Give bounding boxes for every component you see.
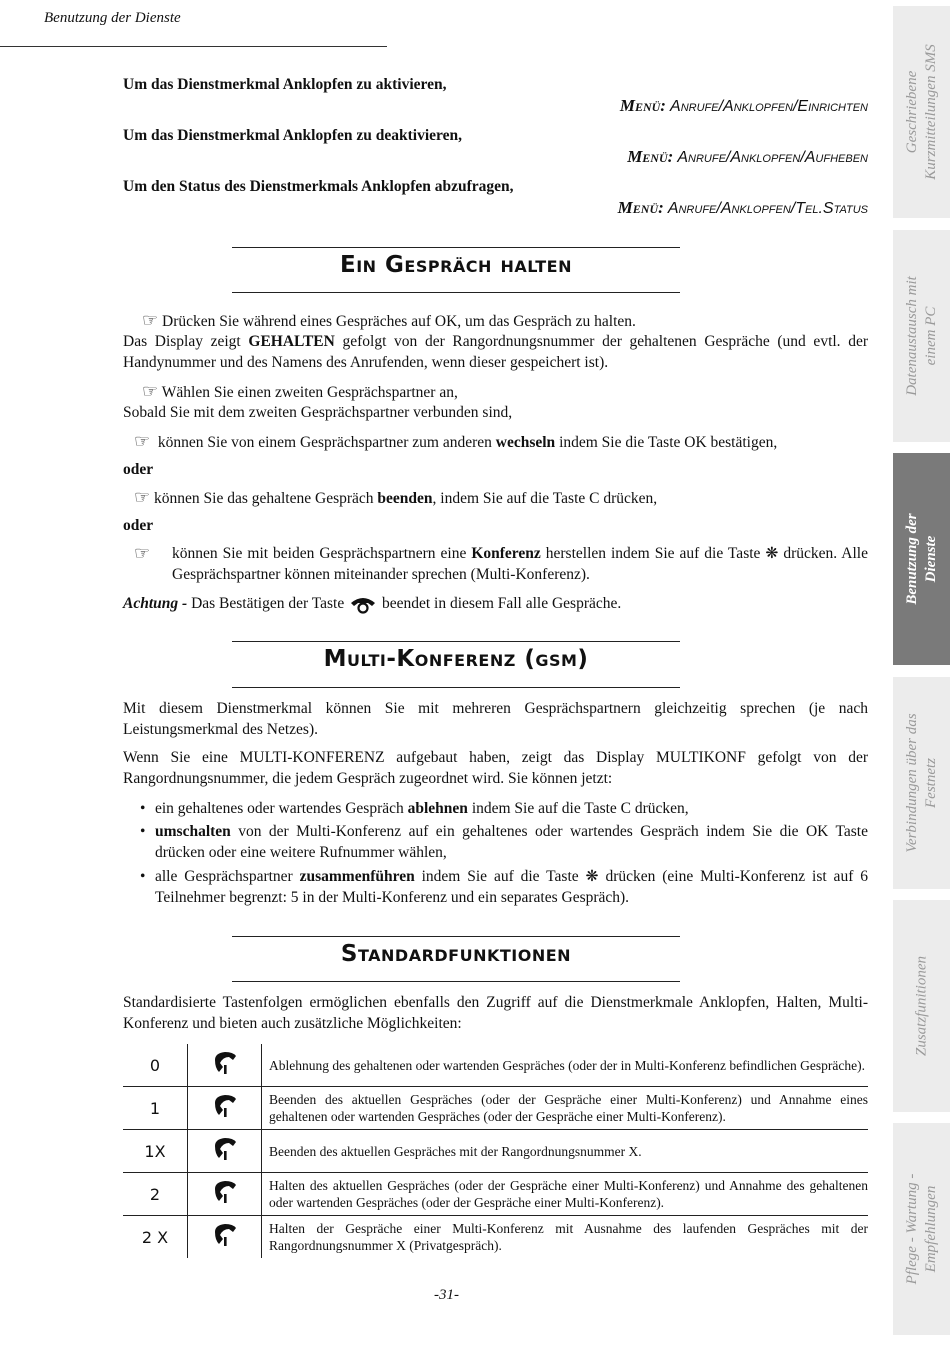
tab-label: Empfehlungen xyxy=(922,1185,939,1273)
activate-waiting-label: Um das Dienstmerkmal Anklopfen zu aktivieren, xyxy=(123,76,447,93)
status-waiting-menu xyxy=(618,198,868,218)
deactivate-waiting-menu xyxy=(627,147,868,167)
key-description: Beenden des aktuellen Gespräches (oder der Gespräche einer Multi-Konferenz) und Annahme eines gehaltenen oder wartenden Gespräches (oder der Gespräche einer Multi-Konferenz). xyxy=(262,1087,869,1130)
tab-services[interactable] xyxy=(893,453,950,665)
star-key-icon: ❋ xyxy=(585,868,599,885)
phone-send-icon xyxy=(188,1216,262,1259)
hold-option-switch: ☞ können Sie von einem Gesprächspartner zum anderen wechseln indem Sie die Taste OK bestätigen, xyxy=(134,431,778,452)
key-sequence: 2 xyxy=(123,1173,188,1216)
key-sequence: 0 xyxy=(123,1044,188,1087)
pointing-hand-icon: ☞ xyxy=(134,543,151,564)
table-row xyxy=(123,1087,868,1130)
tab-label: Verbindungen über das xyxy=(903,713,920,853)
tab-label: Dienste xyxy=(922,535,939,583)
menu-path: Anrufe/Anklopfen/Aufheben xyxy=(677,149,868,166)
bullet: • xyxy=(140,823,146,840)
tab-label: Geschriebene xyxy=(903,70,920,154)
hold-step-2: ☞ Wählen Sie einen zweiten Gesprächspartner an, xyxy=(142,381,458,402)
key-description: Beenden des aktuellen Gespräches mit der Rangordnungsnummer X. xyxy=(262,1130,869,1173)
menu-word: Menü: xyxy=(619,96,666,115)
bullet: • xyxy=(140,800,146,817)
phone-send-icon xyxy=(188,1044,262,1087)
menu-path: Anrufe/Anklopfen/Einrichten xyxy=(670,98,868,115)
section-rule-bottom xyxy=(232,981,680,982)
multi-intro: Mit diesem Dienstmerkmal können Sie mit mehreren Gesprächspartnern gleichzeitig sprechen (je nach Leistungsmerkmal des Netzes). xyxy=(123,700,868,738)
table-row xyxy=(123,1044,868,1087)
tab-pc-data[interactable] xyxy=(893,230,950,442)
key-sequence: 1X xyxy=(123,1130,188,1173)
key-description: Halten des aktuellen Gespräches (oder der Gespräche einer Multi-Konferenz) und Annahme des gehaltenen oder wartenden Gespräches (oder der Gespräche einer Multi-Konferenz). xyxy=(262,1173,869,1216)
section-rule-top xyxy=(232,247,680,248)
bullet: • xyxy=(140,868,146,885)
tab-label: Kurzmitteilungen SMS xyxy=(922,44,939,180)
table-row xyxy=(123,1173,868,1216)
hold-display-info: Das Display zeigt GEHALTEN gefolgt von der Rangordnungsnummer der gehaltenen Gespräche (und evtl. der Handynummer und des Namens des Anrufenden, wenn dieser gespeichert ist). xyxy=(123,333,868,371)
or-label: oder xyxy=(123,461,154,478)
key-sequence: 2 X xyxy=(123,1216,188,1259)
tab-label: Benutzung der xyxy=(903,513,920,605)
section-rule-top xyxy=(232,641,680,642)
tab-sms[interactable] xyxy=(893,6,950,218)
pointing-hand-icon: ☞ xyxy=(142,381,159,402)
key-description: Ablehnung des gehaltenen oder wartenden Gespräches (oder der in Multi-Konferenz befindlichen Gespräche). xyxy=(262,1044,869,1087)
tab-additional[interactable] xyxy=(893,900,950,1112)
multi-bullet-switch: umschalten von der Multi-Konferenz auf ein gehaltenes oder wartendes Gespräch indem Sie die OK Taste drücken oder eine weitere Rufnummer wählen, xyxy=(155,823,868,861)
key-sequence: 1 xyxy=(123,1087,188,1130)
star-key-icon: ❋ xyxy=(765,545,779,562)
key-sequence-table xyxy=(123,1044,868,1258)
phone-send-icon xyxy=(188,1087,262,1130)
tab-label: Pflege - Wartung - xyxy=(903,1173,920,1285)
section-rule-top xyxy=(232,936,680,937)
section-title-multi: Multi-Konferenz (gsm) xyxy=(323,646,589,672)
page-number: -31- xyxy=(434,1287,459,1303)
status-waiting-label: Um den Status des Dienstmerkmals Anklopfen abzufragen, xyxy=(123,178,514,195)
tab-maintenance[interactable] xyxy=(893,1123,950,1335)
pointing-hand-icon: ☞ xyxy=(134,487,151,508)
menu-word: Menü: xyxy=(617,198,664,217)
section-rule-bottom xyxy=(232,687,680,688)
phone-send-icon xyxy=(188,1173,262,1216)
multi-bullet-join: alle Gesprächspartner zusammenführen indem Sie auf die Taste ❋ drücken (eine Multi-Konferenz ist auf 6 Teilnehmer begrenzt: 5 in der Multi-Konferenz und ein separates Gespräch). xyxy=(155,868,868,906)
multi-bullet-reject: ein gehaltenes oder wartendes Gespräch ablehnen indem Sie auf die Taste C drücken, xyxy=(155,800,689,817)
tab-label: einem PC xyxy=(922,306,939,366)
pointing-hand-icon: ☞ xyxy=(142,310,159,331)
header-rule xyxy=(0,46,387,47)
table-row xyxy=(123,1216,868,1259)
tab-label: Datenaustausch mit xyxy=(903,276,920,396)
menu-path: Anrufe/Anklopfen/Tel.Status xyxy=(667,200,868,217)
deactivate-waiting-label: Um das Dienstmerkmal Anklopfen zu deaktivieren, xyxy=(123,127,463,144)
hold-option-conference: können Sie mit beiden Gesprächspartnern eine Konferenz herstellen indem Sie auf die Taste ❋ drücken. Alle Gesprächspartner können miteinander sprechen (Multi-Konferenz). xyxy=(172,545,868,583)
section-rule-bottom xyxy=(232,292,680,293)
section-title-hold: Ein Gespräch halten xyxy=(339,252,573,278)
key-description: Halten der Gespräche einer Multi-Konferenz mit Ausnahme des laufenden Gespräches mit der Rangordnungsnummer X (Privatgespräch). xyxy=(269,1221,868,1253)
hold-connected-text: Sobald Sie mit dem zweiten Gesprächspartner verbunden sind, xyxy=(123,404,513,421)
hold-step-1: ☞ Drücken Sie während eines Gespräches auf OK, um das Gespräch zu halten. xyxy=(142,310,636,331)
hold-option-end: ☞ können Sie das gehaltene Gespräch beenden, indem Sie auf die Taste C drücken, xyxy=(134,487,658,508)
or-label: oder xyxy=(123,517,154,534)
attention-note: Achtung - Das Bestätigen der Taste beendet in diesem Fall alle Gespräche. xyxy=(123,593,868,614)
running-header: Benutzung der Dienste xyxy=(44,10,181,26)
hangup-key-icon xyxy=(348,594,378,614)
table-row xyxy=(123,1130,868,1173)
section-title-standard: Standardfunktionen xyxy=(340,941,572,967)
activate-waiting-menu xyxy=(620,96,868,116)
tab-label: Zusatzfunitionen xyxy=(913,955,929,1057)
tab-landline[interactable] xyxy=(893,677,950,889)
pointing-hand-icon: ☞ xyxy=(134,431,151,452)
tab-label: Festnetz xyxy=(922,758,939,808)
phone-send-icon xyxy=(188,1130,262,1173)
menu-word: Menü: xyxy=(627,147,674,166)
standard-intro: Standardisierte Tastenfolgen ermöglichen ebenfalls den Zugriff auf die Dienstmerkmale Anklopfen, Halten, Multi-Konferenz und bieten auch zusätzliche Möglichkeiten: xyxy=(123,994,868,1032)
multi-display-info: Wenn Sie eine MULTI-KONFERENZ aufgebaut haben, zeigt das Display MULTIKONF gefolgt von der Rangordnungsnummer, die jedem Gespräch zugeordnet wird. Sie können jetzt: xyxy=(123,749,868,787)
